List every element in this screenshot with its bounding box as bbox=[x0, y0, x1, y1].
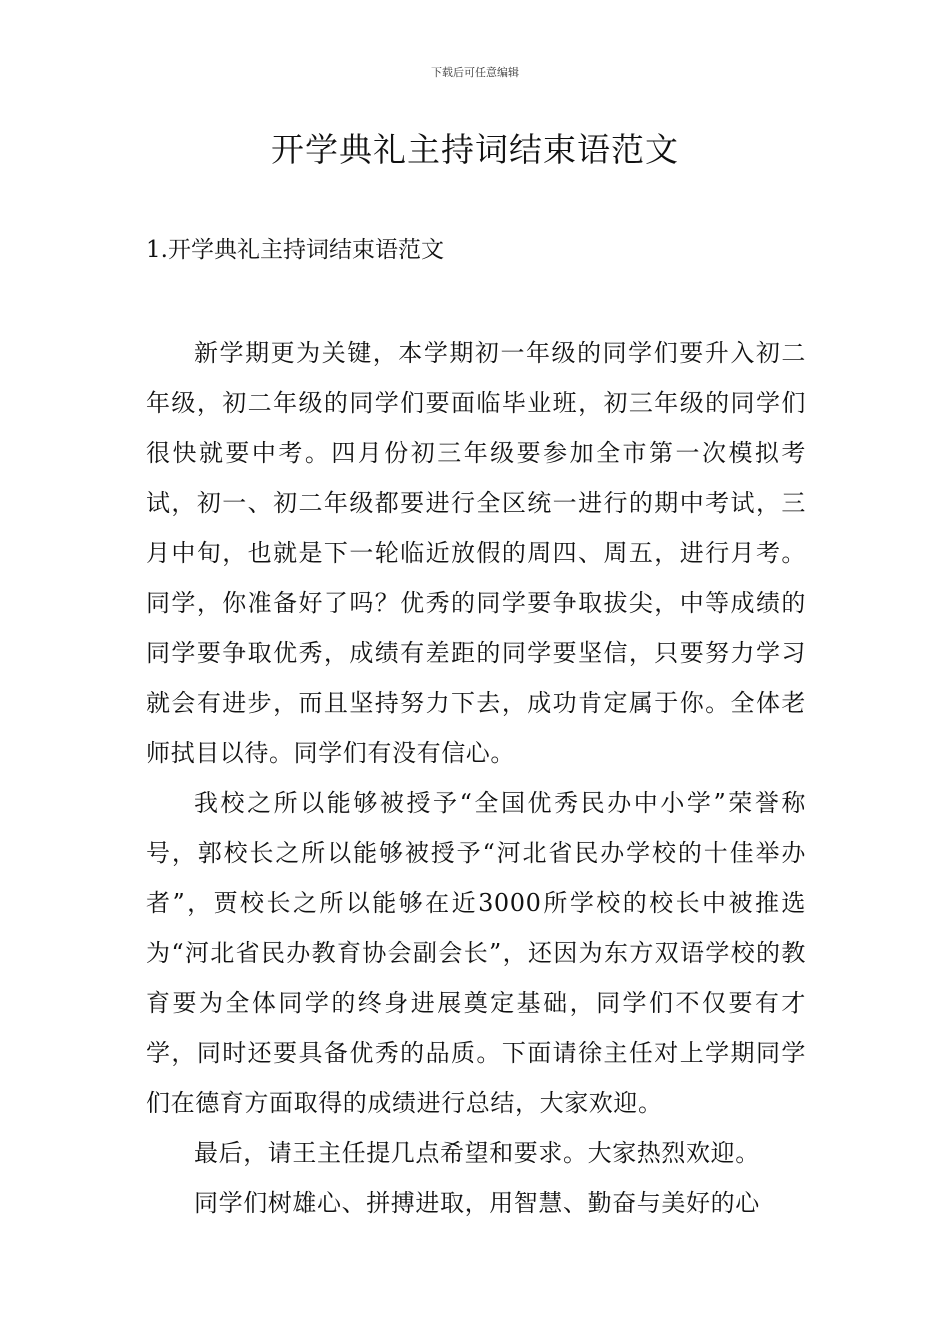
section-heading: 1.开学典礼主持词结束语范文 bbox=[146, 237, 444, 263]
paragraph: 同学们树雄心、拼搏进取，用智慧、勤奋与美好的心 bbox=[194, 1189, 760, 1217]
document-title: 开学典礼主持词结束语范文 bbox=[271, 130, 679, 169]
paragraph: 最后，请王主任提几点希望和要求。大家热烈欢迎。 bbox=[194, 1139, 760, 1167]
paragraph: 我校之所以能够被授予“全国优秀民办中小学”荣誉称号，郭校长之所以能够被授予“河北省民办学校的十佳举办者”，贾校长之所以能够在近3000所学校的校长中被推选为“河北省民办教育协会副会长”，还因为东方双语学校的教育要为全体同学的终身进展奠定基础，同学们不仅要有才学，同时还要具备优秀的品质。下面请徐主任对上学期同学们在德育方面取得的成绩进行总结，大家欢迎。 bbox=[146, 789, 806, 1117]
header-note: 下载后可任意编辑 bbox=[431, 66, 519, 79]
body-text bbox=[146, 328, 806, 1228]
paragraph: 新学期更为关键，本学期初一年级的同学们要升入初二年级，初二年级的同学们要面临毕业班，初三年级的同学们很快就要中考。四月份初三年级要参加全市第一次模拟考试，初一、初二年级都要进行全区统一进行的期中考试，三月中旬，也就是下一轮临近放假的周四、周五，进行月考。同学，你准备好了吗？优秀的同学要争取拔尖，中等成绩的同学要争取优秀，成绩有差距的同学要坚信，只要努力学习就会有进步，而且坚持努力下去，成功肯定属于你。全体老师拭目以待。同学们有没有信心。 bbox=[146, 339, 806, 767]
